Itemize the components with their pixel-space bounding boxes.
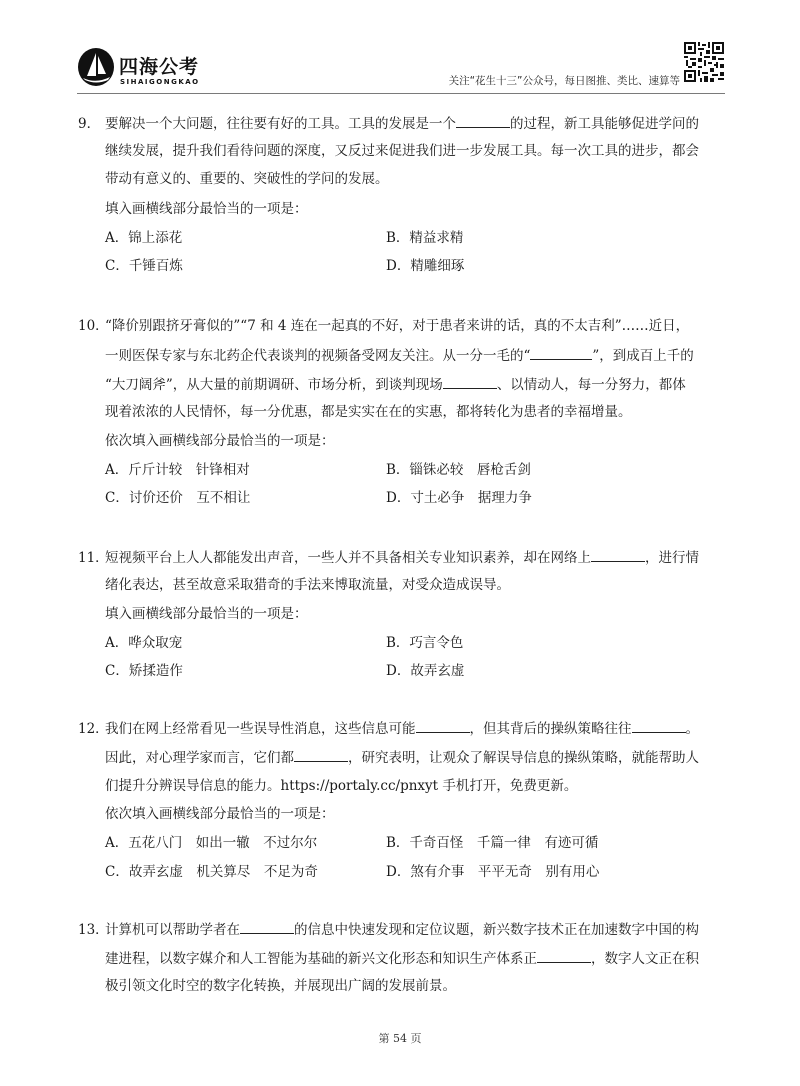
text-segment: ，进行情 [645,550,699,566]
question-number: 9． [78,116,101,132]
question-line [105,948,699,968]
question-line [105,747,699,767]
text-segment: 的信息中快速发现和定位议题，新兴数字技术正在加速数字中国的构 [294,922,699,938]
text-segment: 、以情动人，每一分努力，都体 [496,377,686,393]
option-b[interactable]: B．锱铢必较 唇枪舌剑 [386,462,531,478]
sailboat-logo-icon [77,44,117,88]
text-segment: 短视频平台上人人都能发出声音，一些人并不具备相关专业知识素养，却在网络上 [105,550,591,566]
header-divider [77,93,725,94]
logo-wordmark: 四海公考 [119,56,200,78]
question-number: 10． [78,318,109,334]
brand-logo [77,44,257,94]
text-segment: “降价别跟挤牙膏似的”“7 和 4 连在一起真的不好，对于患者来讲的话，真的不太吉利”……近日， [105,318,690,334]
page-header [0,0,800,100]
qr-code-icon [684,42,724,82]
question-line [78,113,699,133]
text-segment: 因此，对心理学家而言，它们都 [105,750,294,766]
question-prompt: 依次填入画横线部分最恰当的一项是： [105,806,335,822]
question-line: 极引领文化时空的数字化转换，并展现出广阔的发展前景。 [105,978,456,994]
option-a[interactable]: A．锦上添花 [105,230,183,246]
answer-blank [443,374,497,389]
question-number: 11． [78,550,109,566]
question-line: 现着浓浓的人民情怀，每一分优惠，都是实实在在的实惠，都将转化为患者的幸福增量。 [105,404,632,420]
text-segment: 。 [685,721,699,737]
text-segment: 一则医保专家与东北药企代表谈判的视频备受网友关注。从一分一毛的“ [105,348,531,364]
question-line: 继续发展，提升我们看待问题的深度，又反过来促进我们进一步发展工具。每一次工具的进步，都会 [105,143,699,159]
text-segment: ，数字人文正在积 [591,951,699,967]
question-line [78,547,699,567]
option-a[interactable]: A．斤斤计较 针锋相对 [105,462,250,478]
text-segment: ，但其背后的操纵策略往往 [469,721,632,737]
question-number: 12． [78,721,109,737]
option-c[interactable]: C．故弄玄虚 机关算尽 不足为奇 [105,864,318,880]
answer-blank [456,113,510,128]
option-b[interactable]: B．精益求精 [386,230,464,246]
text-segment: 计算机可以帮助学者在 [105,922,240,938]
header-tagline: 关注“花生十三”公众号，每日图推、类比、速算等 [448,75,680,87]
option-a[interactable]: A．哗众取宠 [105,635,183,651]
question-prompt: 填入画横线部分最恰当的一项是： [105,606,308,622]
answer-blank [240,919,294,934]
answer-blank [530,345,592,360]
question-prompt: 依次填入画横线部分最恰当的一项是： [105,433,335,449]
question-line [78,919,699,939]
page-number: 第 54 页 [378,1032,422,1045]
text-segment: 我们在网上经常看见一些误导性消息，这些信息可能 [105,721,416,737]
option-d[interactable]: D．寸土必争 据理力争 [386,490,532,506]
question-line: 们提升分辨误导信息的能力。https://portaly.cc/pnxyt 手机打开，免费更新。 [105,778,578,794]
text-segment: ，研究表明，让观众了解误导信息的操纵策略，就能帮助人 [348,750,699,766]
question-prompt: 填入画横线部分最恰当的一项是： [105,201,308,217]
option-d[interactable]: D．故弄玄虚 [386,663,465,679]
question-line [78,718,699,738]
option-b[interactable]: B．巧言令色 [386,635,464,651]
question-number: 13． [78,922,109,938]
question-line [105,374,686,394]
answer-blank [632,718,686,733]
answer-blank [591,547,645,562]
option-c[interactable]: C．千锤百炼 [105,258,183,274]
option-c[interactable]: C．讨价还价 互不相让 [105,490,251,506]
option-c[interactable]: C．矫揉造作 [105,663,183,679]
option-d[interactable]: D．精雕细琢 [386,258,465,274]
answer-blank [294,747,348,762]
option-d[interactable]: D．煞有介事 平平无奇 别有用心 [386,864,600,880]
answer-blank [416,718,470,733]
option-b[interactable]: B．千奇百怪 千篇一律 有迹可循 [386,835,599,851]
text-segment: 建进程，以数字媒介和人工智能为基础的新兴文化形态和知识生产体系正 [105,951,537,967]
text-segment: “大刀阔斧”，从大量的前期调研、市场分析，到谈判现场 [105,377,443,393]
question-line: 绪化表达，甚至故意采取猎奇的手法来博取流量，对受众造成误导。 [105,577,510,593]
question-line: 带动有意义的、重要的、突破性的学问的发展。 [105,171,389,187]
text-segment: 要解决一个大问题，往往要有好的工具。工具的发展是一个 [105,116,456,132]
question-line [78,316,689,336]
text-segment: ”，到成百上千的 [592,348,694,364]
text-segment: 的过程，新工具能够促进学问的 [510,116,699,132]
option-a[interactable]: A．五花八门 如出一辙 不过尔尔 [105,835,318,851]
logo-subtitle: SIHAIGONGKAO [120,78,200,86]
answer-blank [537,948,591,963]
question-line [105,345,694,365]
